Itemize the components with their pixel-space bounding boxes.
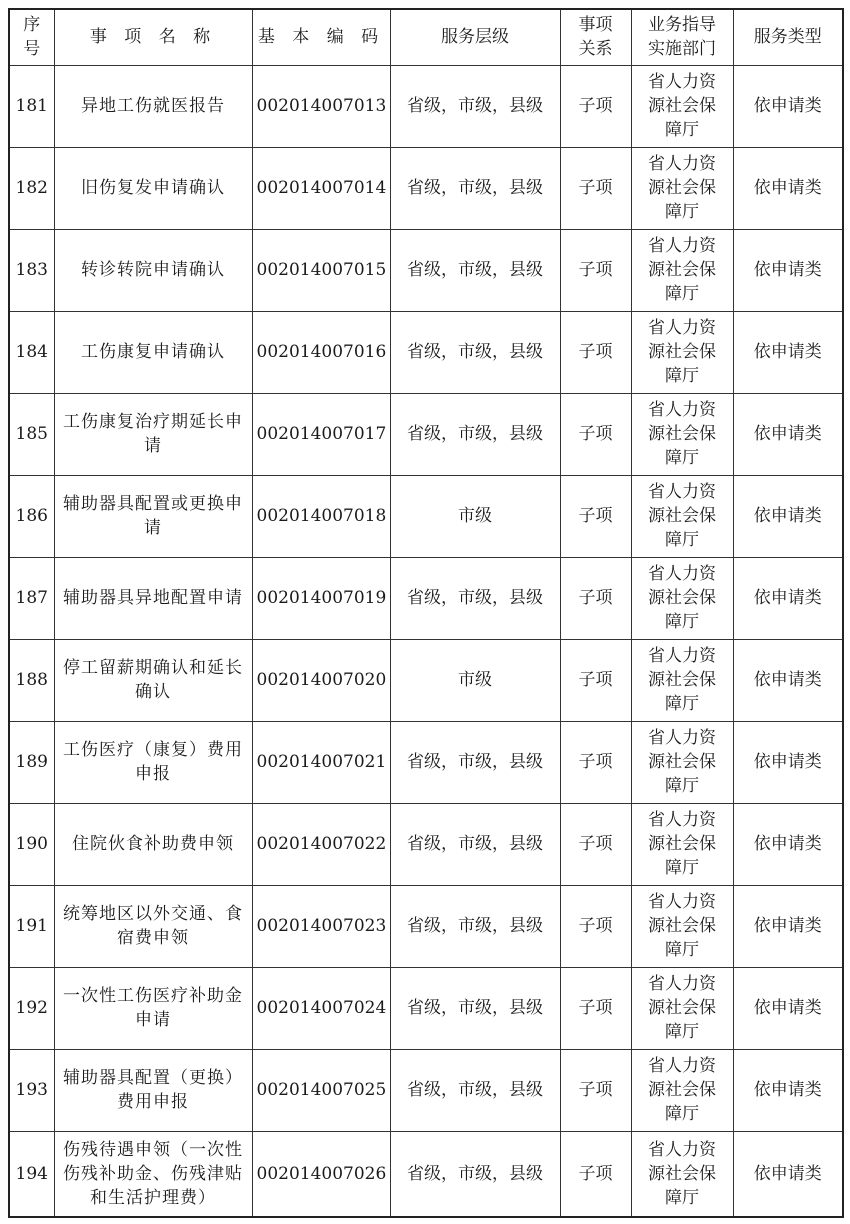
cell-basic-code: 002014007025 (252, 1049, 390, 1131)
cell-service-type: 依申请类 (733, 1049, 843, 1131)
cell-item-name: 工伤康复治疗期延长申请 (54, 393, 252, 475)
cell-department: 省人力资源社会保障厅 (631, 803, 733, 885)
cell-seq: 186 (9, 475, 54, 557)
table-row (9, 393, 843, 475)
cell-service-type: 依申请类 (733, 65, 843, 147)
table-row (9, 1049, 843, 1131)
header-level: 服务层级 (390, 9, 560, 65)
cell-item-relation: 子项 (560, 65, 631, 147)
cell-service-type: 依申请类 (733, 1131, 843, 1217)
cell-department: 省人力资源社会保障厅 (631, 65, 733, 147)
cell-item-relation: 子项 (560, 1131, 631, 1217)
cell-service-level: 省级，市级，县级 (390, 803, 560, 885)
cell-item-relation: 子项 (560, 885, 631, 967)
table-row (9, 65, 843, 147)
cell-service-type: 依申请类 (733, 721, 843, 803)
cell-item-relation: 子项 (560, 721, 631, 803)
cell-item-name: 辅助器具配置或更换申请 (54, 475, 252, 557)
cell-service-level: 省级，市级，县级 (390, 967, 560, 1049)
cell-basic-code: 002014007014 (252, 147, 390, 229)
cell-item-name: 一次性工伤医疗补助金申请 (54, 967, 252, 1049)
cell-item-name: 停工留薪期确认和延长确认 (54, 639, 252, 721)
cell-item-relation: 子项 (560, 803, 631, 885)
cell-basic-code: 002014007022 (252, 803, 390, 885)
cell-seq: 181 (9, 65, 54, 147)
table-row (9, 475, 843, 557)
cell-department: 省人力资源社会保障厅 (631, 639, 733, 721)
cell-service-type: 依申请类 (733, 311, 843, 393)
cell-seq: 190 (9, 803, 54, 885)
table-row (9, 721, 843, 803)
cell-seq: 194 (9, 1131, 54, 1217)
cell-item-relation: 子项 (560, 475, 631, 557)
cell-item-name: 转诊转院申请确认 (54, 229, 252, 311)
cell-service-level: 省级，市级，县级 (390, 1131, 560, 1217)
cell-basic-code: 002014007026 (252, 1131, 390, 1217)
cell-item-name: 工伤医疗（康复）费用申报 (54, 721, 252, 803)
table-row (9, 803, 843, 885)
header-type: 服务类型 (733, 9, 843, 65)
cell-basic-code: 002014007019 (252, 557, 390, 639)
cell-item-name: 辅助器具配置（更换）费用申报 (54, 1049, 252, 1131)
cell-basic-code: 002014007021 (252, 721, 390, 803)
cell-department: 省人力资源社会保障厅 (631, 721, 733, 803)
cell-item-name: 伤残待遇申领（一次性伤残补助金、伤残津贴和生活护理费） (54, 1131, 252, 1217)
cell-service-level: 市级 (390, 475, 560, 557)
cell-item-relation: 子项 (560, 229, 631, 311)
cell-item-name: 辅助器具异地配置申请 (54, 557, 252, 639)
cell-item-relation: 子项 (560, 557, 631, 639)
cell-service-type: 依申请类 (733, 393, 843, 475)
cell-item-relation: 子项 (560, 393, 631, 475)
cell-item-relation: 子项 (560, 311, 631, 393)
cell-service-type: 依申请类 (733, 557, 843, 639)
cell-item-name: 工伤康复申请确认 (54, 311, 252, 393)
cell-seq: 189 (9, 721, 54, 803)
cell-service-type: 依申请类 (733, 803, 843, 885)
header-relation: 事项关系 (560, 9, 631, 65)
cell-service-type: 依申请类 (733, 229, 843, 311)
header-seq: 序号 (9, 9, 54, 65)
cell-department: 省人力资源社会保障厅 (631, 557, 733, 639)
cell-service-type: 依申请类 (733, 147, 843, 229)
cell-basic-code: 002014007023 (252, 885, 390, 967)
cell-service-level: 省级，市级，县级 (390, 557, 560, 639)
cell-service-type: 依申请类 (733, 639, 843, 721)
cell-basic-code: 002014007013 (252, 65, 390, 147)
cell-seq: 187 (9, 557, 54, 639)
table-row (9, 557, 843, 639)
cell-item-relation: 子项 (560, 147, 631, 229)
cell-seq: 188 (9, 639, 54, 721)
cell-department: 省人力资源社会保障厅 (631, 229, 733, 311)
cell-service-type: 依申请类 (733, 475, 843, 557)
cell-seq: 184 (9, 311, 54, 393)
header-code: 基 本 编 码 (252, 9, 390, 65)
cell-service-level: 省级，市级，县级 (390, 393, 560, 475)
table-row (9, 229, 843, 311)
table-row (9, 1131, 843, 1217)
cell-service-type: 依申请类 (733, 967, 843, 1049)
cell-item-name: 异地工伤就医报告 (54, 65, 252, 147)
cell-department: 省人力资源社会保障厅 (631, 147, 733, 229)
cell-service-level: 省级，市级，县级 (390, 147, 560, 229)
cell-basic-code: 002014007016 (252, 311, 390, 393)
header-row (9, 9, 843, 65)
table-row (9, 885, 843, 967)
cell-service-level: 省级，市级，县级 (390, 65, 560, 147)
cell-basic-code: 002014007020 (252, 639, 390, 721)
table-body (9, 65, 843, 1217)
cell-department: 省人力资源社会保障厅 (631, 967, 733, 1049)
cell-service-level: 省级，市级，县级 (390, 311, 560, 393)
cell-service-level: 市级 (390, 639, 560, 721)
cell-basic-code: 002014007024 (252, 967, 390, 1049)
cell-service-level: 省级，市级，县级 (390, 229, 560, 311)
cell-service-level: 省级，市级，县级 (390, 885, 560, 967)
cell-service-level: 省级，市级，县级 (390, 1049, 560, 1131)
cell-seq: 192 (9, 967, 54, 1049)
cell-service-level: 省级，市级，县级 (390, 721, 560, 803)
cell-department: 省人力资源社会保障厅 (631, 1131, 733, 1217)
cell-seq: 185 (9, 393, 54, 475)
cell-basic-code: 002014007017 (252, 393, 390, 475)
cell-item-name: 住院伙食补助费申领 (54, 803, 252, 885)
service-items-table (8, 8, 844, 1218)
cell-basic-code: 002014007018 (252, 475, 390, 557)
cell-seq: 182 (9, 147, 54, 229)
table-row (9, 147, 843, 229)
header-name: 事 项 名 称 (54, 9, 252, 65)
cell-department: 省人力资源社会保障厅 (631, 885, 733, 967)
cell-department: 省人力资源社会保障厅 (631, 475, 733, 557)
cell-item-relation: 子项 (560, 639, 631, 721)
cell-item-relation: 子项 (560, 967, 631, 1049)
cell-item-name: 统筹地区以外交通、食宿费申领 (54, 885, 252, 967)
cell-seq: 183 (9, 229, 54, 311)
cell-item-name: 旧伤复发申请确认 (54, 147, 252, 229)
cell-department: 省人力资源社会保障厅 (631, 1049, 733, 1131)
table-row (9, 311, 843, 393)
cell-basic-code: 002014007015 (252, 229, 390, 311)
cell-seq: 193 (9, 1049, 54, 1131)
cell-department: 省人力资源社会保障厅 (631, 311, 733, 393)
cell-service-type: 依申请类 (733, 885, 843, 967)
header-dept: 业务指导实施部门 (631, 9, 733, 65)
cell-department: 省人力资源社会保障厅 (631, 393, 733, 475)
cell-item-relation: 子项 (560, 1049, 631, 1131)
table-header (9, 9, 843, 65)
table-row (9, 967, 843, 1049)
table-row (9, 639, 843, 721)
cell-seq: 191 (9, 885, 54, 967)
